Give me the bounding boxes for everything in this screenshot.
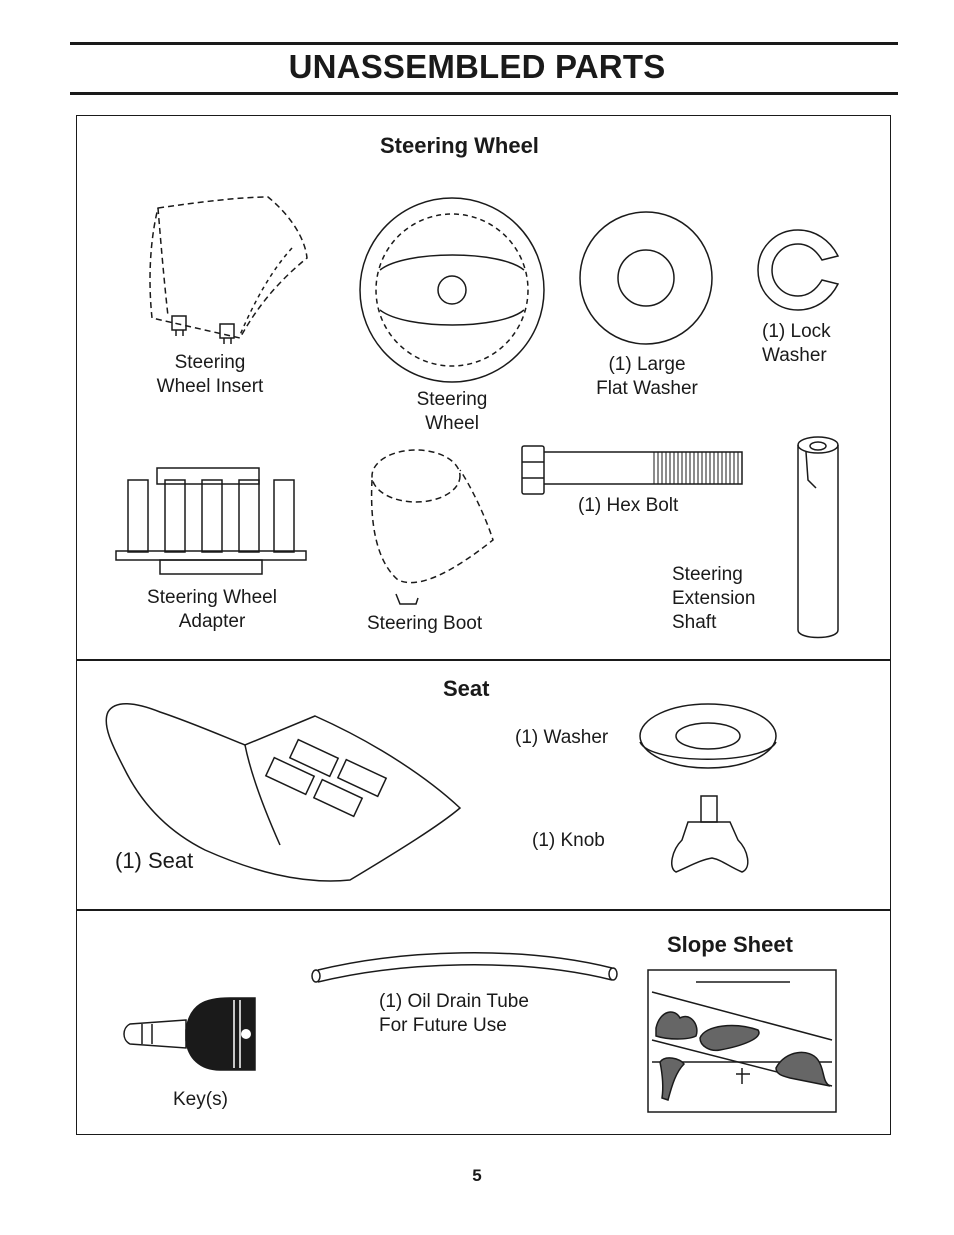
steering-wheel-icon xyxy=(360,198,544,382)
boot-clip-icon xyxy=(396,594,418,604)
label-washer: (1) Washer xyxy=(515,727,609,748)
label-steering-wheel: Steering Wheel xyxy=(416,389,488,434)
section-heading-slope-sheet: Slope Sheet xyxy=(667,932,793,957)
steering-extension-shaft-icon xyxy=(798,437,838,638)
steering-wheel-insert-icon xyxy=(150,197,307,338)
key-icon xyxy=(124,998,255,1070)
slope-sheet-icon xyxy=(648,970,836,1112)
label-large-flat-washer: (1) Large Flat Washer xyxy=(596,354,698,399)
section-heading-seat: Seat xyxy=(443,676,490,701)
label-seat: (1) Seat xyxy=(115,848,194,873)
steering-wheel-adapter-icon xyxy=(116,468,306,574)
steering-boot-icon xyxy=(372,450,493,583)
insert-tabs-icon xyxy=(172,316,234,344)
label-steering-wheel-insert: Steering Wheel Insert xyxy=(156,352,264,397)
label-knob: (1) Knob xyxy=(532,830,605,851)
page-title: UNASSEMBLED PARTS xyxy=(288,48,666,85)
label-steering-wheel-adapter: Steering Wheel Adapter xyxy=(147,587,277,632)
oil-drain-tube-icon xyxy=(312,953,617,982)
section-heading-steering: Steering Wheel xyxy=(380,133,539,158)
label-oil-drain-tube: (1) Oil Drain Tube For Future Use xyxy=(379,991,529,1036)
label-steering-extension-shaft: Steering Extension Shaft xyxy=(672,564,756,633)
label-steering-boot: Steering Boot xyxy=(367,613,483,634)
knob-icon xyxy=(672,796,748,872)
seat-washer-icon xyxy=(640,704,776,768)
bolt-threads-icon xyxy=(654,452,738,484)
page-number: 5 xyxy=(472,1166,482,1185)
hex-bolt-icon xyxy=(522,446,742,494)
label-lock-washer: (1) Lock Washer xyxy=(762,321,831,366)
label-hex-bolt: (1) Hex Bolt xyxy=(578,495,679,516)
large-flat-washer-icon xyxy=(580,212,712,344)
label-keys: Key(s) xyxy=(173,1089,228,1110)
lock-washer-icon xyxy=(758,230,838,310)
